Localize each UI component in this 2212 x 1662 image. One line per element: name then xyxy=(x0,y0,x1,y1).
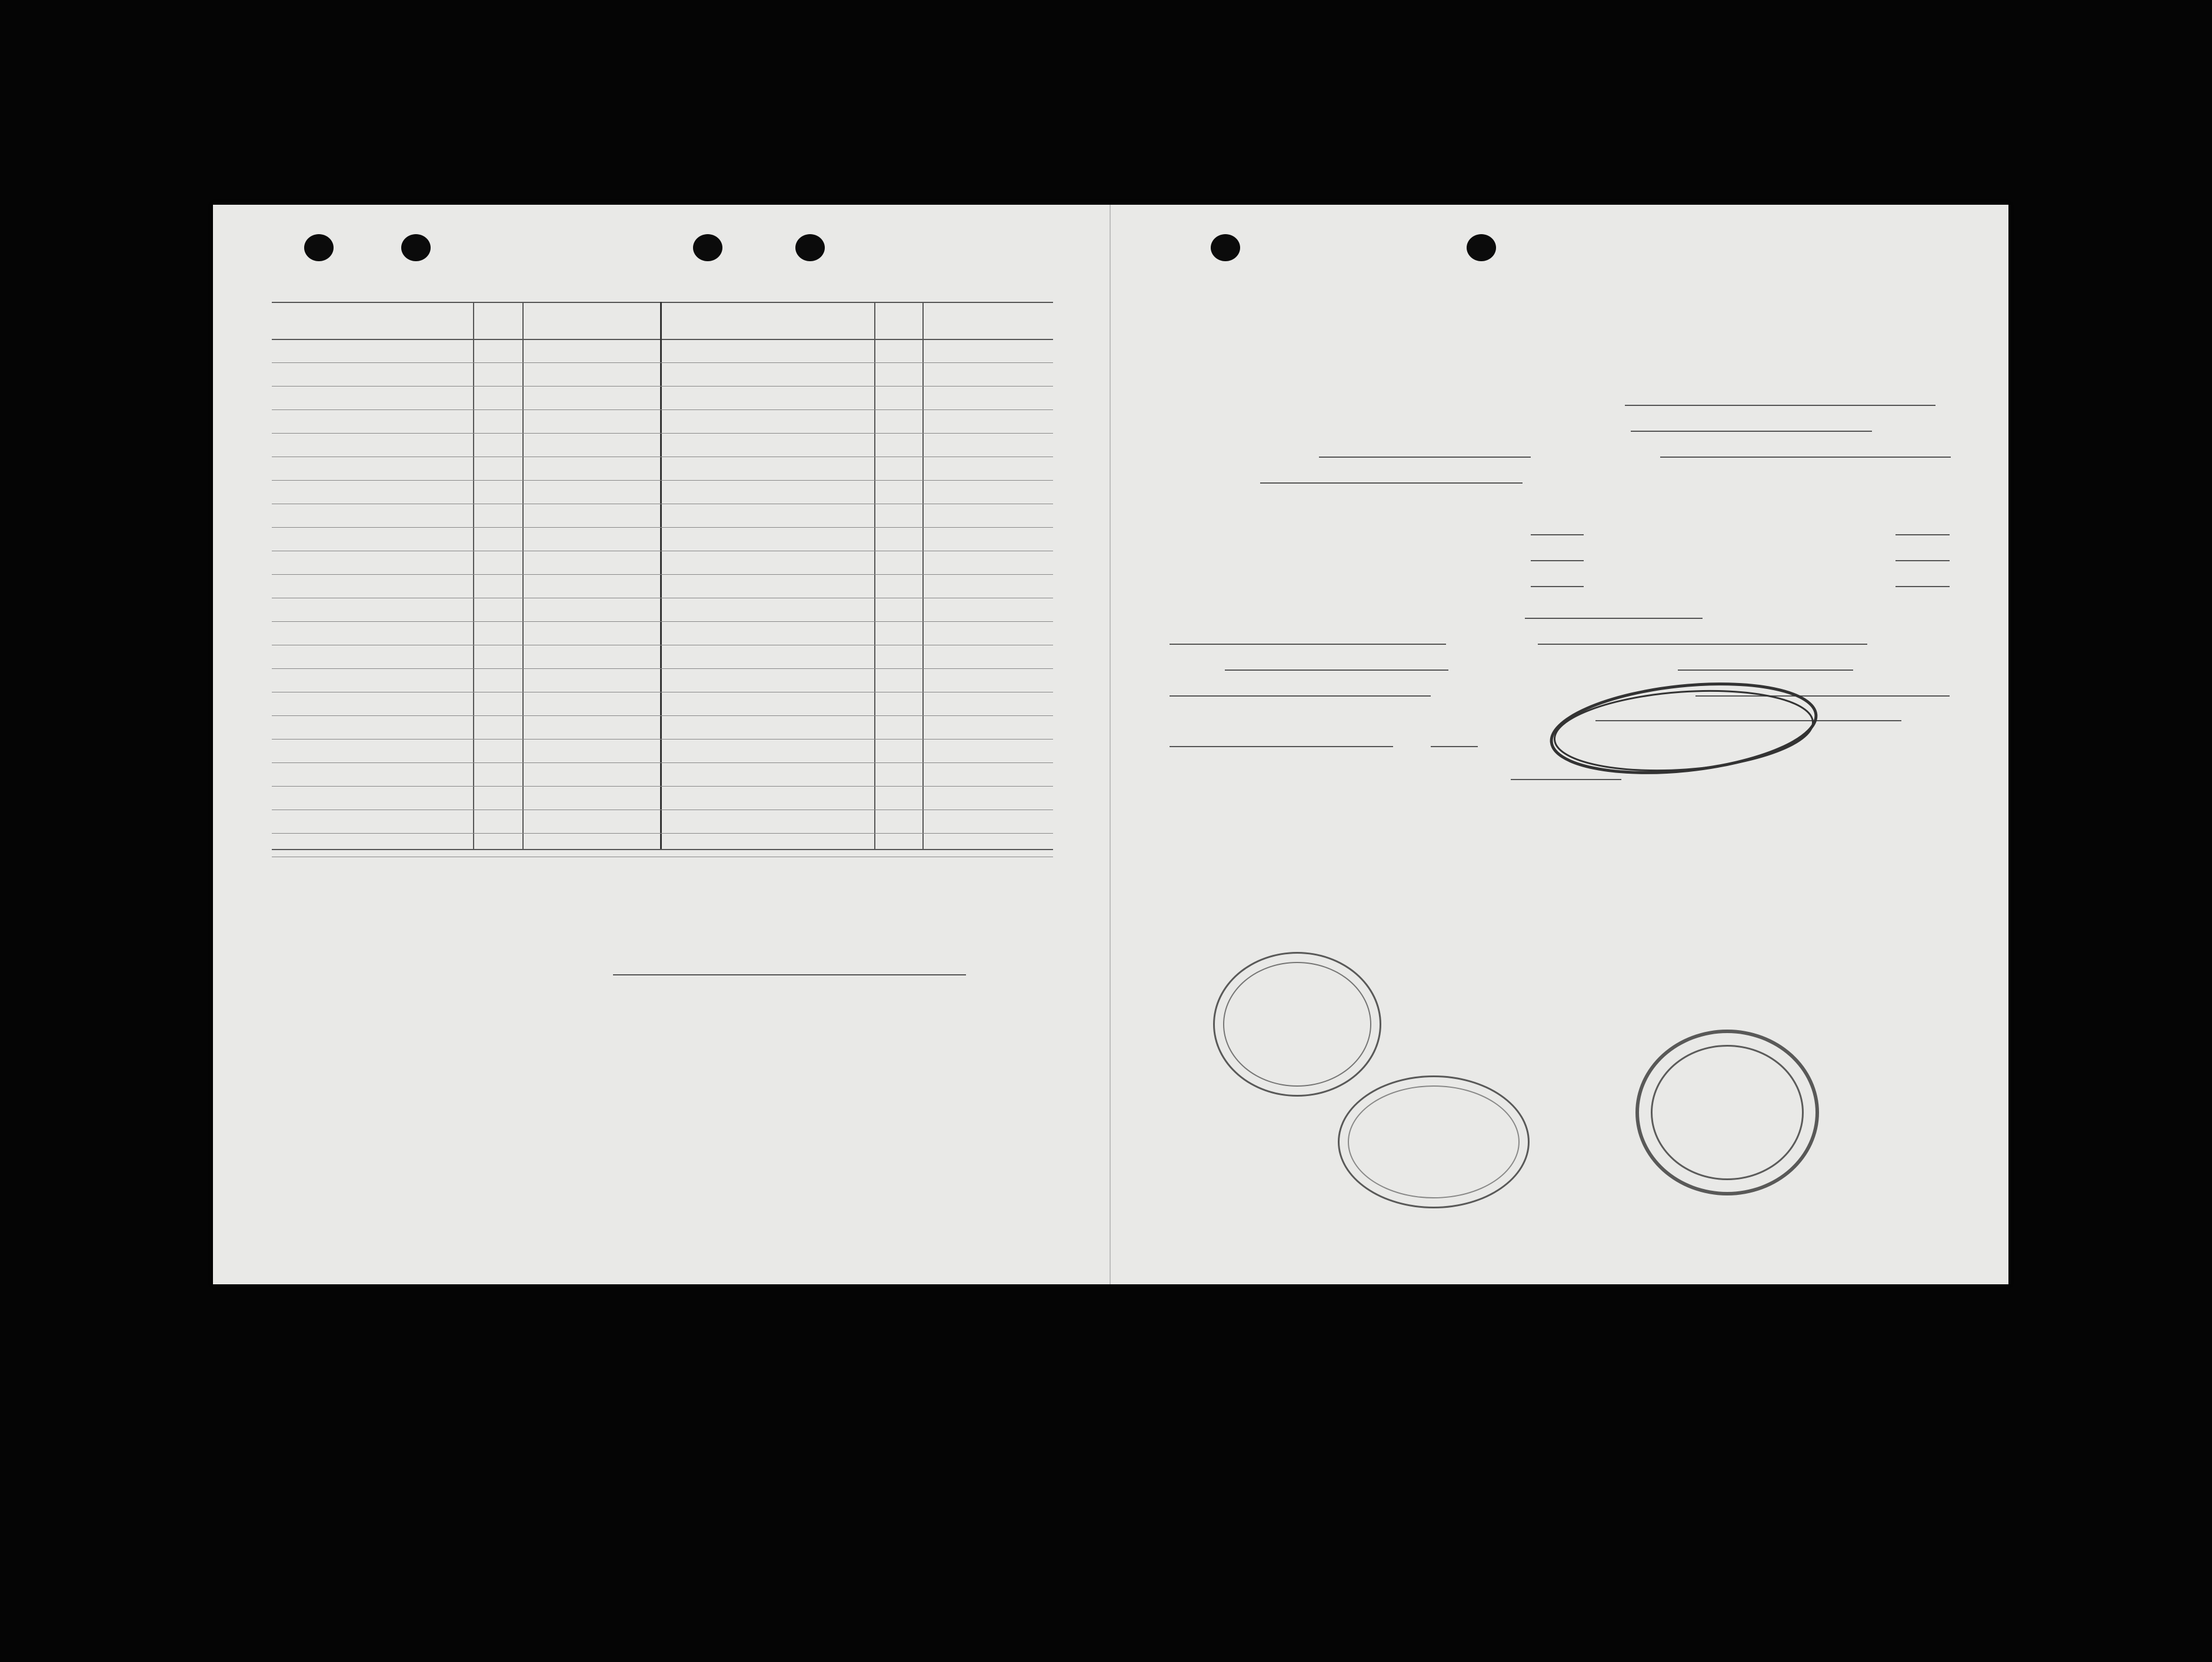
binder-hole xyxy=(795,234,825,261)
table-row-rule xyxy=(272,715,1053,716)
received-stamp-2 xyxy=(1338,1075,1530,1208)
table-rule xyxy=(272,302,1053,303)
field-underline xyxy=(1525,618,1703,619)
field-underline xyxy=(1260,482,1523,484)
field-underline xyxy=(1511,779,1621,780)
received-stamp-1 xyxy=(1213,952,1381,1097)
field-underline xyxy=(1895,560,1950,561)
binder-hole xyxy=(304,234,334,261)
field-underline xyxy=(1170,644,1446,645)
table-row-rule xyxy=(272,386,1053,387)
field-underline xyxy=(1678,670,1853,671)
binder-hole xyxy=(401,234,431,261)
document-sheet xyxy=(213,205,2008,1284)
table-row-rule xyxy=(272,362,1053,363)
signature-line xyxy=(613,974,966,975)
binder-hole xyxy=(1467,234,1496,261)
table-row-rule xyxy=(272,668,1053,669)
field-underline xyxy=(1538,644,1867,645)
table-column-rule xyxy=(522,302,524,849)
field-underline xyxy=(1531,534,1584,535)
page-fold xyxy=(1110,205,1111,1284)
table-row-rule xyxy=(272,786,1053,787)
table-rule xyxy=(272,849,1053,850)
table-row-rule xyxy=(272,833,1053,834)
table-row-rule xyxy=(272,762,1053,763)
table-column-rule xyxy=(874,302,875,849)
table-row-rule xyxy=(272,480,1053,481)
field-underline xyxy=(1225,670,1448,671)
binder-hole xyxy=(693,234,722,261)
field-underline xyxy=(1660,457,1951,458)
table-row-rule xyxy=(272,574,1053,575)
table-row-rule xyxy=(272,621,1053,622)
field-underline xyxy=(1170,746,1393,747)
field-underline xyxy=(1170,695,1431,697)
table-column-rule xyxy=(922,302,924,849)
field-underline xyxy=(1531,560,1584,561)
field-underline xyxy=(1895,534,1950,535)
table-row-rule xyxy=(272,409,1053,410)
table-column-rule xyxy=(660,302,662,849)
field-underline xyxy=(1625,405,1936,406)
table-row-rule xyxy=(272,433,1053,434)
field-underline xyxy=(1895,586,1950,587)
binder-hole xyxy=(1211,234,1240,261)
field-underline xyxy=(1431,746,1478,747)
table-row-rule xyxy=(272,739,1053,740)
table-column-rule xyxy=(473,302,474,849)
field-underline xyxy=(1531,586,1584,587)
table-rule xyxy=(272,339,1053,340)
justice-stamp xyxy=(1635,1030,1819,1195)
field-underline xyxy=(1631,431,1872,432)
field-underline xyxy=(1319,457,1531,458)
table-row-rule xyxy=(272,527,1053,528)
hand-circled-port xyxy=(1543,675,1825,781)
